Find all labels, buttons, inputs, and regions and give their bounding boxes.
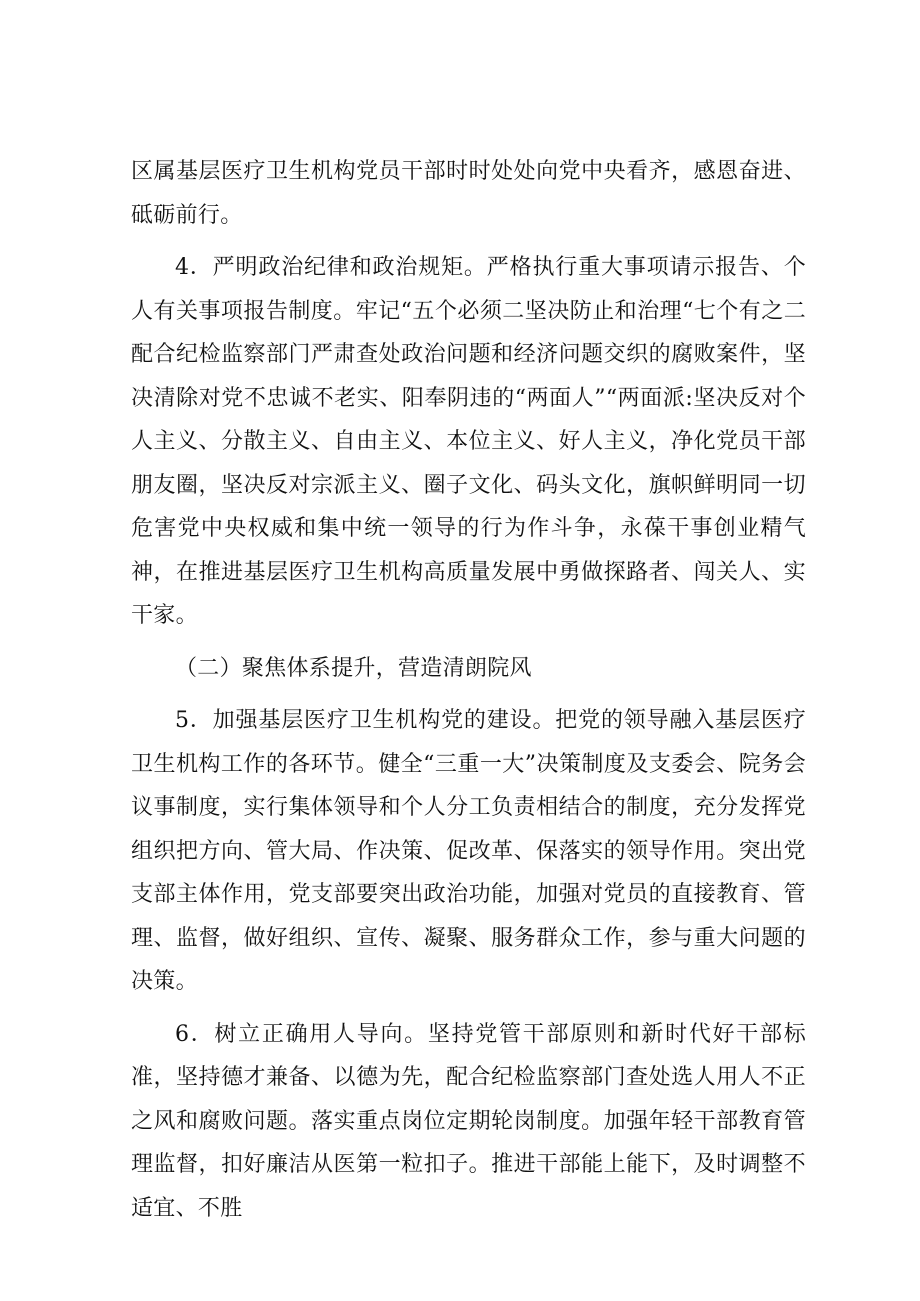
paragraph-item-5: 5．加强基层医疗卫生机构党的建设。把党的领导融入基层医疗卫生机构工作的各环节。健全“三重一大”决策制度及支委会、院务会议事制度，实行集体领导和个人分工负责相结合的制度，充分发挥党组织把方向、管大局、作决策、促改革、保落实的领导作用。突出党支部主体作用，党支部要突出政治功能，加强对党员的直接教育、管理、监督，做好组织、宣传、凝聚、服务群众工作，参与重大问题的决策。	[131, 708, 806, 994]
document-body	[131, 150, 806, 1239]
paragraph-item-6: 6．树立正确用人导向。坚持党管干部原则和新时代好干部标准，坚持德才兼备、以德为先，配合纪检监察部门查处选人用人不正之风和腐败问题。落实重点岗位定期轮岗制度。加强年轻干部教育管理监督，扣好廉洁从医第一粒扣子。推进干部能上能下，及时调整不适宜、不胜	[131, 1021, 806, 1221]
paragraph-item-4: 4．严明政治纪律和政治规矩。严格执行重大事项请示报告、个人有关事项报告制度。牢记“五个必须二坚决防止和治理“七个有之二配合纪检监察部门严肃查处政治问题和经济问题交织的腐败案件，坚决清除对党不忠诚不老实、阳奉阴违的“两面人”“两面派:坚决反对个人主义、分散主义、自由主义、本位主义、好人主义，净化党员干部朋友圈，坚决反对宗派主义、圈子文化、码头文化，旗帜鲜明同一切危害党中央权威和集中统一领导的行为作斗争，永葆干事创业精气神，在推进基层医疗卫生机构高质量发展中勇做探路者、闯关人、实干家。	[131, 255, 806, 628]
section-heading: （二）聚焦体系提升，营造清朗院风	[175, 655, 532, 681]
paragraph-continuation: 区属基层医疗卫生机构党员干部时时处处向党中央看齐，感恩奋进、砥砺前行。	[131, 159, 806, 228]
